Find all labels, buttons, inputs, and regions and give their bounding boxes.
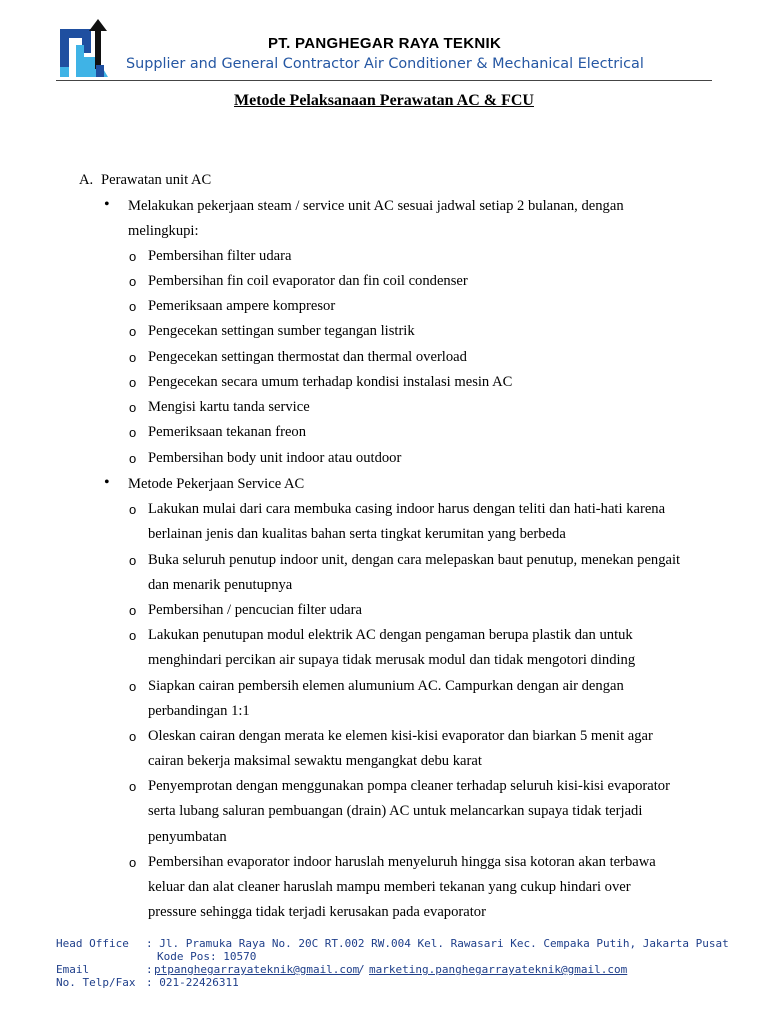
circle-bullet-icon: o <box>129 679 137 694</box>
list-item: Lakukan penutupan modul elektrik AC dengan pengaman berupa plastik dan untuk <box>148 627 633 643</box>
document-title: Metode Pelaksanaan Perawatan AC & FCU <box>234 92 534 109</box>
bullet-text: Metode Pekerjaan Service AC <box>128 476 305 492</box>
list-item-continuation: berlainan jenis dan kualitas bahan serta tingkat kerumitan yang berbeda <box>148 526 566 542</box>
phone-value: : 021-22426311 <box>146 976 239 989</box>
list-item: Oleskan cairan dengan merata ke elemen kisi-kisi evaporator dan biarkan 5 menit agar <box>148 728 653 744</box>
list-item: Pembersihan evaporator indoor haruslah menyeluruh hingga sisa kotoran akan terbawa <box>148 854 656 870</box>
list-item: Pembersihan filter udara <box>148 248 292 264</box>
circle-bullet-icon: o <box>129 299 137 314</box>
list-item: Pengecekan settingan thermostat dan thermal overload <box>148 349 467 365</box>
list-item-continuation: dan menarik penutupnya <box>148 577 293 593</box>
list-item: Pemeriksaan tekanan freon <box>148 424 307 440</box>
circle-bullet-icon: o <box>129 553 137 568</box>
head-office-label: Head Office <box>56 937 129 950</box>
list-item-continuation: pressure sehingga tidak terjadi kerusakan pada evaporator <box>148 904 486 920</box>
email-slash: / <box>358 963 365 976</box>
phone-label: No. Telp/Fax <box>56 976 136 989</box>
list-item: Pemeriksaan ampere kompresor <box>148 298 336 314</box>
circle-bullet-icon: o <box>129 375 137 390</box>
list-item: Buka seluruh penutup indoor unit, dengan cara melepaskan baut penutup, menekan pengait <box>148 552 681 568</box>
bullet-text: Melakukan pekerjaan steam / service unit AC sesuai jadwal setiap 2 bulanan, dengan <box>128 198 624 214</box>
list-item: Pembersihan / pencucian filter udara <box>148 602 362 618</box>
company-logo-icon <box>56 17 116 81</box>
section-marker: A. <box>79 172 94 188</box>
circle-bullet-icon: o <box>129 274 137 289</box>
list-item: Pembersihan body unit indoor atau outdoor <box>148 450 402 466</box>
circle-bullet-icon: o <box>129 425 137 440</box>
list-item-continuation: keluar dan alat cleaner haruslah mampu memberi tekanan yang cukup hindari over <box>148 879 631 895</box>
header-divider <box>56 80 712 81</box>
head-office-address: : Jl. Pramuka Raya No. 20C RT.002 RW.004 Kel. Rawasari Kec. Cempaka Putih, Jakarta Pusat <box>146 937 729 950</box>
bullet-text: melingkupi: <box>128 223 199 239</box>
list-item: Lakukan mulai dari cara membuka casing indoor harus dengan teliti dan hati-hati karena <box>148 501 666 517</box>
section-heading: Perawatan unit AC <box>101 172 212 188</box>
email-link-primary[interactable]: ptpanghegarrayateknik@gmail.com <box>154 963 360 976</box>
list-item: Penyemprotan dengan menggunakan pompa cleaner terhadap seluruh kisi-kisi evaporator <box>148 778 670 794</box>
list-item-continuation: cairan bekerja maksimal sewaktu mengangkat debu karat <box>148 753 482 769</box>
bullet-icon: • <box>104 474 110 491</box>
list-item-continuation: perbandingan 1:1 <box>148 703 250 719</box>
email-separator: : <box>146 963 153 976</box>
email-link-marketing[interactable]: marketing.panghegarrayateknik@gmail.com <box>369 963 628 976</box>
circle-bullet-icon: o <box>129 779 137 794</box>
postal-code: Kode Pos: 10570 <box>157 950 257 963</box>
circle-bullet-icon: o <box>129 451 137 466</box>
circle-bullet-icon: o <box>129 249 137 264</box>
circle-bullet-icon: o <box>129 603 137 618</box>
circle-bullet-icon: o <box>129 628 137 643</box>
circle-bullet-icon: o <box>129 729 137 744</box>
list-item: Mengisi kartu tanda service <box>148 399 310 415</box>
bullet-icon: • <box>104 196 110 213</box>
list-item-continuation: penyumbatan <box>148 829 227 845</box>
circle-bullet-icon: o <box>129 502 137 517</box>
email-label: Email <box>56 963 90 976</box>
list-item-continuation: serta lubang saluran pembuangan (drain) AC untuk melancarkan supaya tidak terjadi <box>148 803 643 819</box>
list-item: Pengecekan secara umum terhadap kondisi instalasi mesin AC <box>148 374 513 390</box>
circle-bullet-icon: o <box>129 400 137 415</box>
list-item: Siapkan cairan pembersih elemen alumunium AC. Campurkan dengan air dengan <box>148 678 624 694</box>
letterhead <box>0 0 768 90</box>
company-tagline: Supplier and General Contractor Air Conditioner & Mechanical Electrical <box>126 56 644 72</box>
circle-bullet-icon: o <box>129 350 137 365</box>
circle-bullet-icon: o <box>129 324 137 339</box>
list-item: Pembersihan fin coil evaporator dan fin coil condenser <box>148 273 468 289</box>
company-name: PT. PANGHEGAR RAYA TEKNIK <box>268 35 502 52</box>
circle-bullet-icon: o <box>129 855 137 870</box>
list-item: Pengecekan settingan sumber tegangan listrik <box>148 323 415 339</box>
list-item-continuation: menghindari percikan air supaya tidak merusak modul dan tidak mengotori dinding <box>148 652 636 668</box>
